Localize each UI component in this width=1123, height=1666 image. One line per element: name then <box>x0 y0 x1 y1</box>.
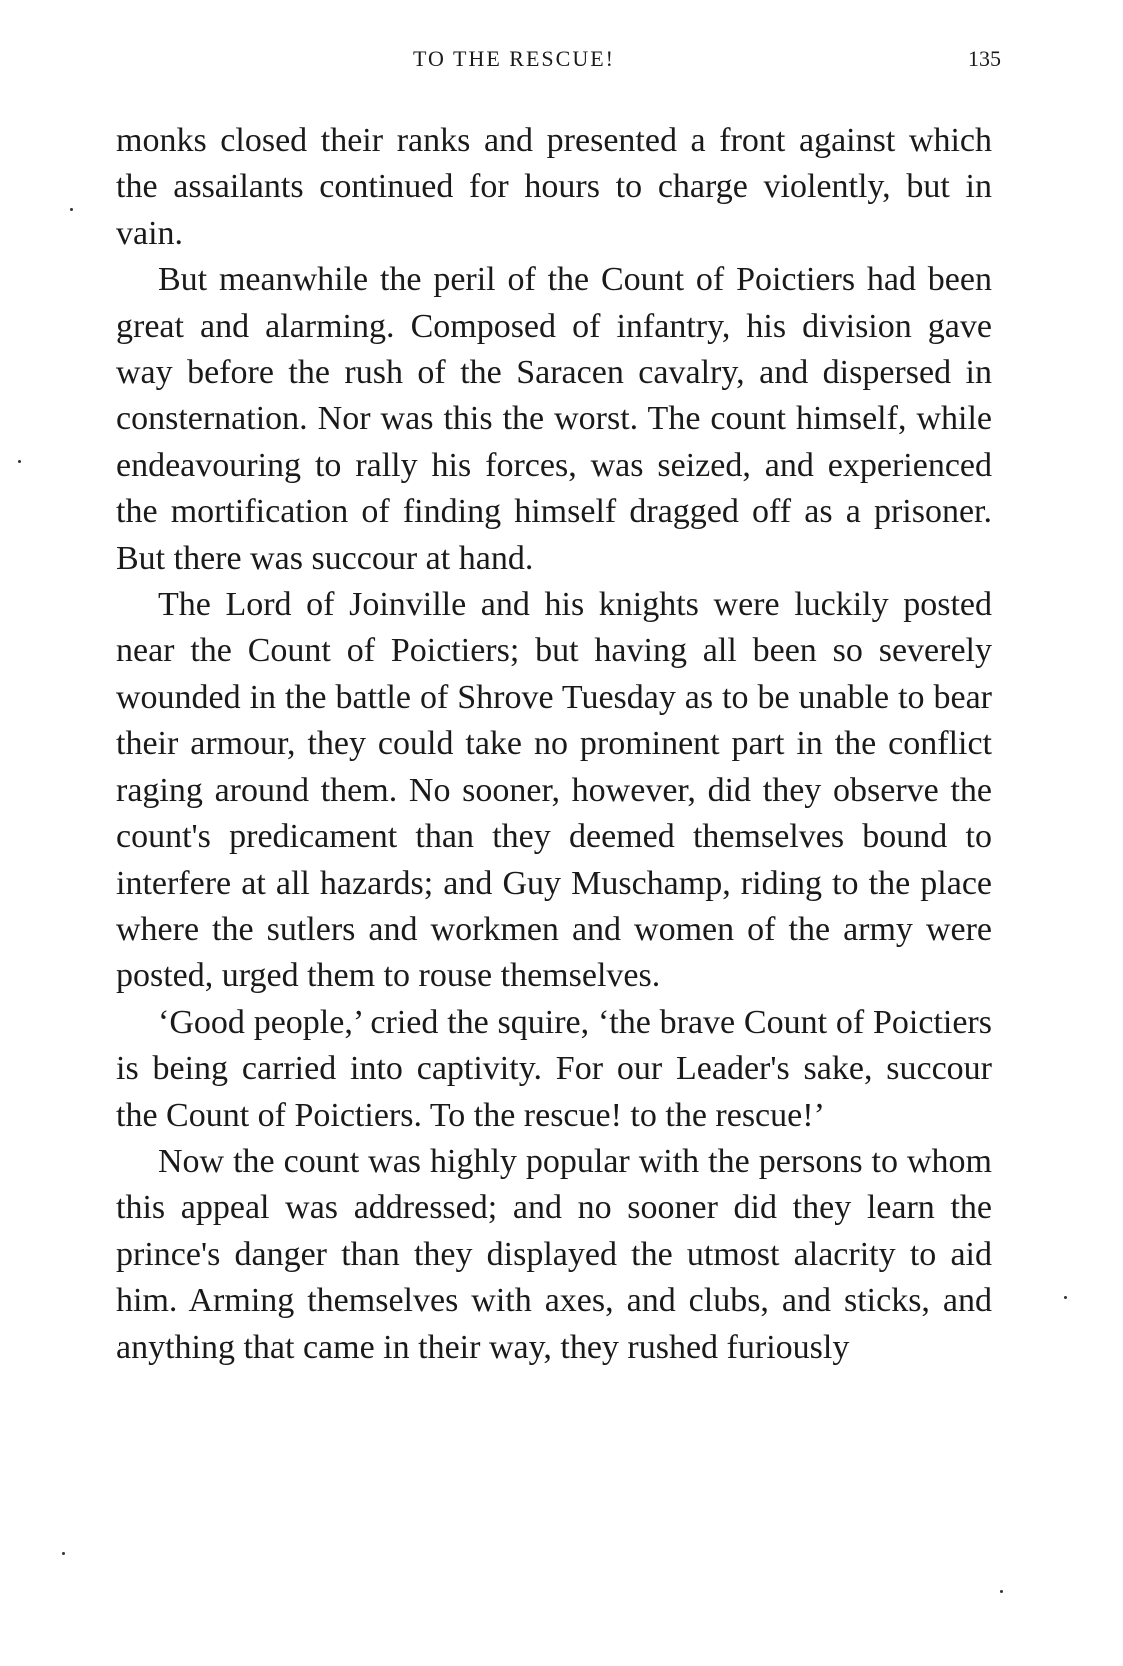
scan-speck <box>1000 1590 1003 1593</box>
paragraph-5: Now the count was highly popular with the persons to whom this appeal was addressed; and no sooner did they learn the prince's danger than they displayed the utmost alacrity to aid him. Arming themselves with axes, and clubs, and sticks, and anything that came in their way, they rushed furiously <box>116 1142 992 1366</box>
paragraph-1: monks closed their ranks and presented a front against which the assailants continued for hours to charge violently, but in vain. <box>116 122 992 252</box>
scan-speck <box>18 460 21 463</box>
paragraph-4: ‘Good people,’ cried the squire, ‘the brave Count of Poictiers is being carried into captivity. For our Leader's sake, succour the Count of Poictiers. To the rescue! to the rescue!’ <box>116 1003 992 1134</box>
scan-speck <box>70 208 73 211</box>
scan-speck <box>1064 1296 1067 1299</box>
paragraph-3: The Lord of Joinville and his knights were luckily posted near the Count of Poictiers; but having all been so severely wounded in the battle of Shrove Tuesday as to be unable to bear their armour, they could take no prominent part in the conflict raging around them. No sooner, however, did they observe the count's predicament than they deemed themselves bound to interfere at all hazards; and Guy Muschamp, riding to the place where the sutlers and workmen and women of the army were posted, urged them to rouse themselves. <box>116 586 992 995</box>
scan-speck <box>62 1552 65 1555</box>
body-text <box>116 118 992 1371</box>
page-number: 135 <box>968 46 1001 71</box>
running-head <box>0 46 1123 86</box>
paragraph-2: But meanwhile the peril of the Count of Poictiers had been great and alarming. Composed of infantry, his division gave way before the rush of the Saracen cavalry, and dispersed in consternation. Nor was this the worst. The count himself, while endeavouring to rally his forces, was seized, and experienced the mortification of finding himself dragged off as a prisoner. But there was succour at hand. <box>116 261 992 577</box>
running-title: TO THE RESCUE! <box>413 46 615 71</box>
